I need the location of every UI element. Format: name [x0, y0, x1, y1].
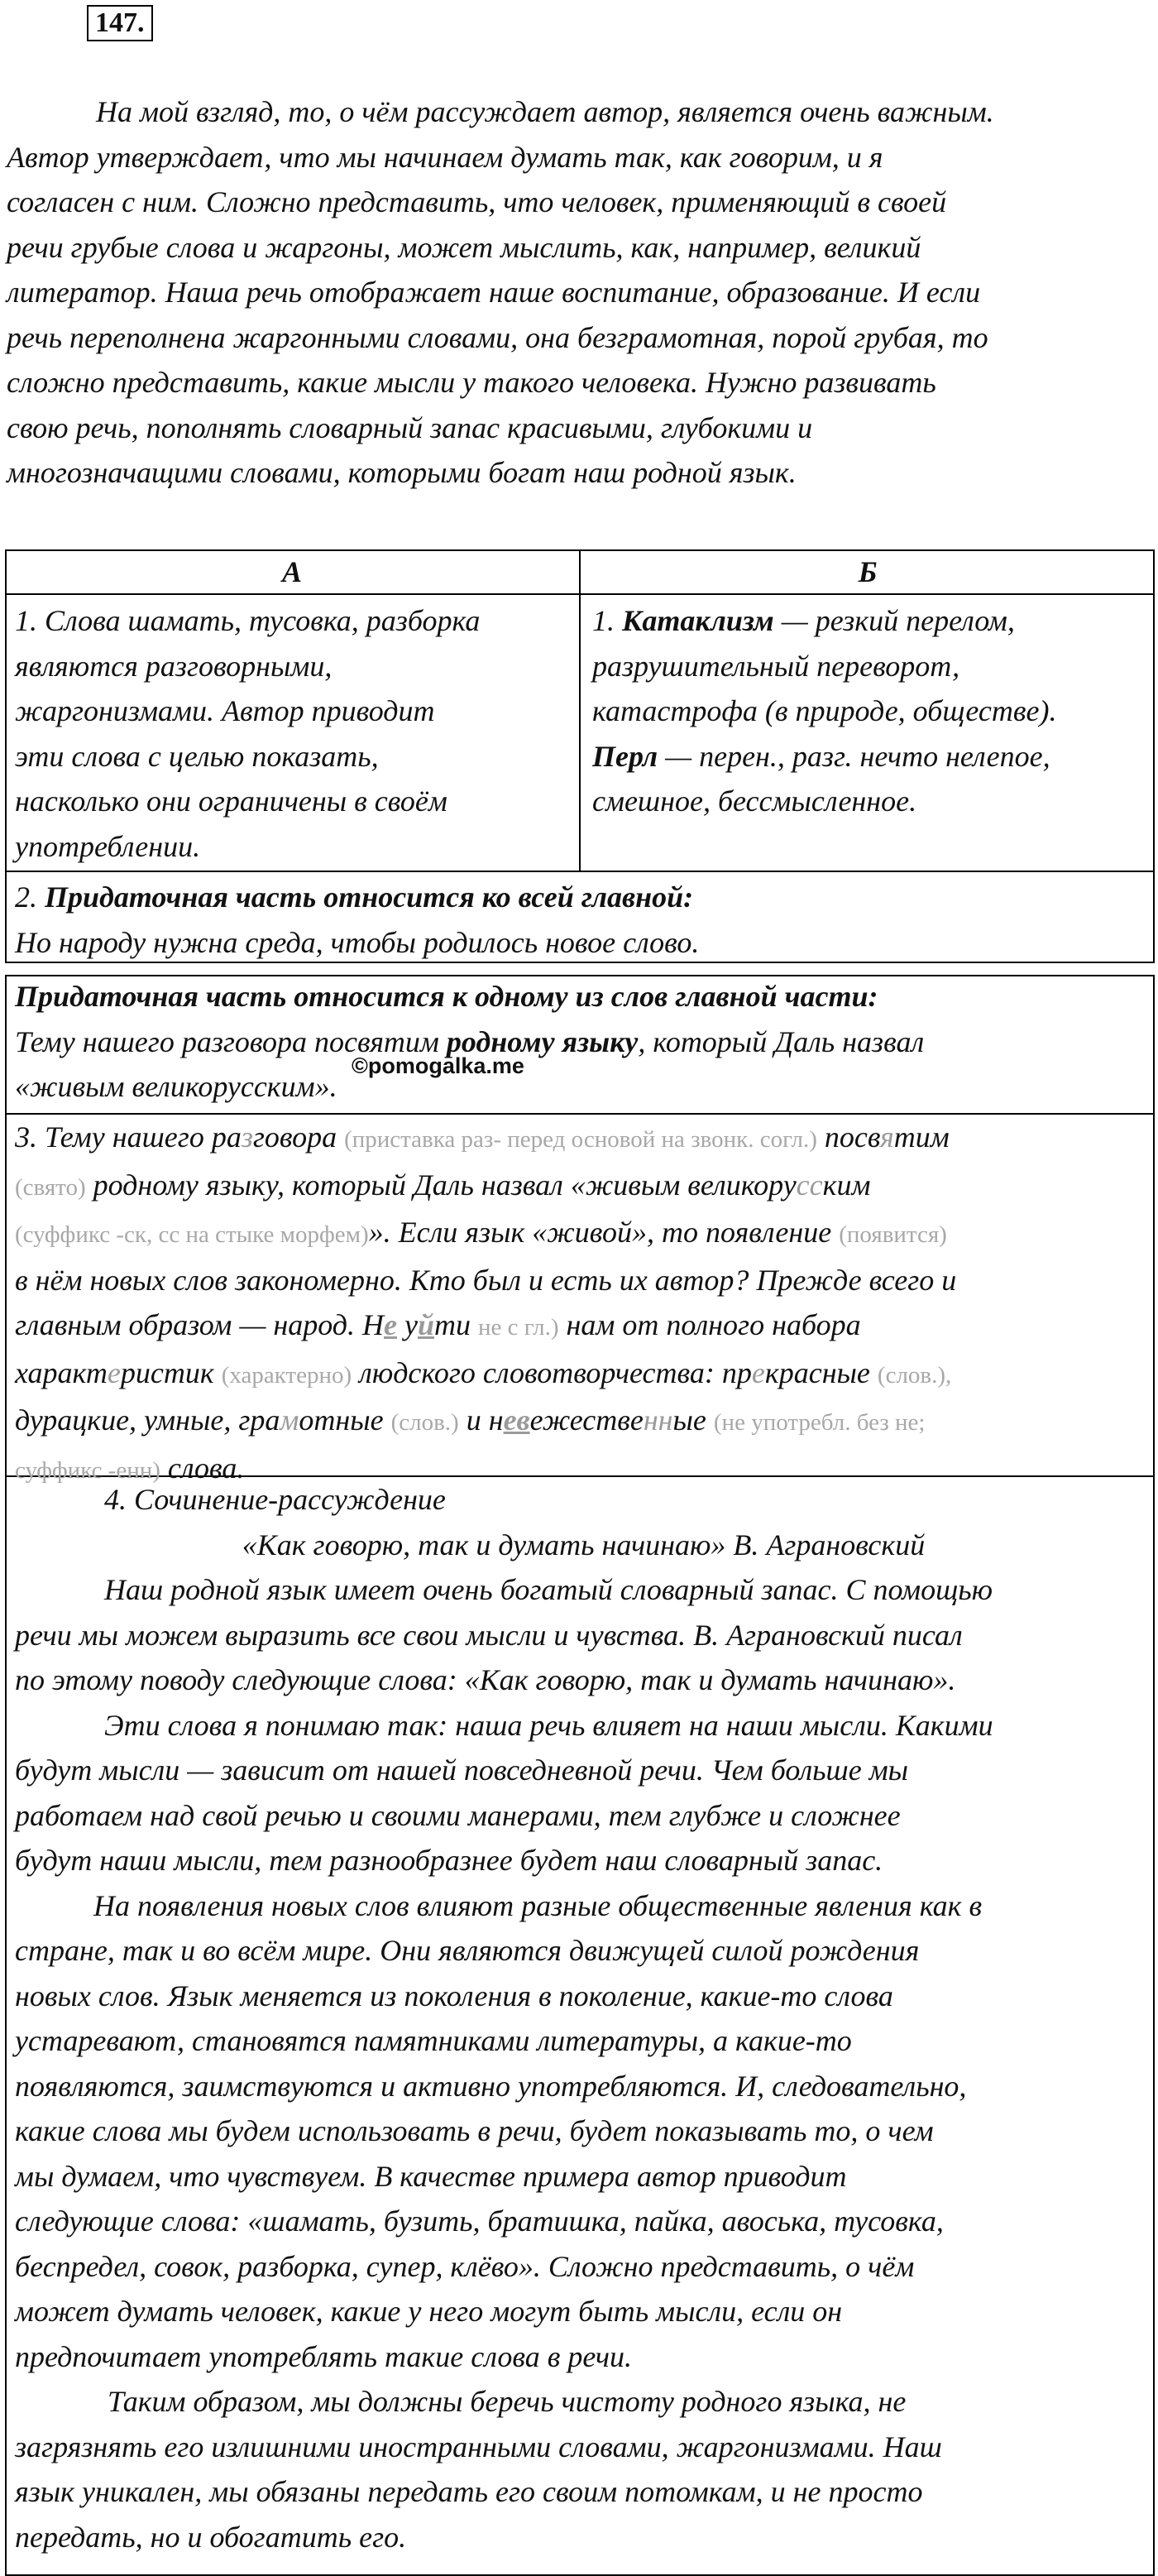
subordinate-line: «живым великорусским». — [15, 1070, 337, 1103]
essay-line: беспредел, совок, разборка, супер, клёво». Сложно представить, о чём — [15, 2249, 915, 2283]
cell-a-line: 1. Слова шамать, тусовка, разборка — [15, 604, 481, 637]
essay-line: Таким образом, мы должны беречь чистоту родного языка, не — [108, 2385, 907, 2418]
subordinate-clause-section — [15, 974, 1148, 1110]
essay-line: какие слова мы будем использовать в речи, будет показывать то, о чем — [15, 2114, 934, 2147]
essay-line: может думать человек, какие у него могут быть мысли, если он — [15, 2295, 843, 2328]
section-3-line: 3. Тему нашего разговора (приставка раз- перед основой на звонк. согл.) посвятим — [15, 1120, 950, 1154]
column-a-header: А — [281, 555, 302, 588]
cell-a-line: жаргонизмами. Автор приводит — [15, 694, 435, 727]
intro-line: литератор. Наша речь отображает наше воспитание, образование. И если — [7, 276, 981, 309]
cell-b-line: катастрофа (в природе, обществе). — [592, 694, 1057, 727]
table-row-divider — [5, 871, 1155, 872]
intro-line: Автор утверждает, что мы начинаем думать так, как говорим, и я — [7, 140, 883, 174]
intro-line: многозначащими словами, которыми богат наш родной язык. — [7, 456, 797, 489]
term-kataklizm: Катаклизм — [622, 604, 774, 637]
essay-line: работаем над свой речью и своими манерами, тем глубже и сложнее — [15, 1798, 901, 1832]
essay-line: предпочитает употреблять такие слова в речи. — [15, 2339, 633, 2373]
section-3-line: суффикс -енн) слова. — [15, 1451, 245, 1485]
section-3-line: (суффикс -ск, сс на стыке морфем)». Если язык «живой», то появление (появится) — [15, 1216, 947, 1249]
cell-b — [592, 598, 1151, 824]
cell-b-line: Перл — перен., разг. нечто нелепое, — [592, 739, 1050, 773]
essay-line: стране, так и во всём мире. Они являются движущей силой рождения — [15, 1934, 920, 1967]
cell-b-line: 1. Катаклизм — резкий перелом, — [592, 604, 1015, 637]
essay-line: Наш родной язык имеет очень богатый словарный запас. С помощью — [104, 1573, 993, 1606]
essay-line: На появления новых слов влияют разные общественные явления как в — [93, 1888, 983, 1922]
essay-line: язык уникален, мы обязаны передать его своим потомкам, и не просто — [15, 2475, 923, 2508]
essay-line: новых слов. Язык меняется из поколения в поколение, какие-то слова — [15, 1979, 893, 2012]
cell-a — [15, 598, 573, 869]
section-2 — [15, 875, 1148, 965]
section-2-heading: 2. Придаточная часть относится ко всей главной: — [15, 880, 694, 914]
essay-line: загрязнять его излишними иностранными словами, жаргонизмами. Наш — [15, 2430, 942, 2463]
cell-a-line: употреблении. — [15, 829, 201, 863]
essay-line: передать, но и обогатить его. — [15, 2520, 407, 2554]
table-column-divider — [579, 549, 581, 871]
intro-line: речи грубые слова и жаргоны, может мыслить, как, например, великий — [7, 230, 921, 264]
cell-a-line: насколько они ограничены в своём — [15, 784, 447, 818]
essay-line: будут мысли — зависит от нашей повседневной речи. Чем больше мы — [15, 1753, 909, 1787]
cell-b-line: смешное, бессмысленное. — [592, 784, 917, 818]
cell-a-line: являются разговорными, — [15, 649, 333, 683]
section-3-line: дурацкие, умные, грамотные (слов.) и невежественные (не употребл. без не; — [15, 1403, 926, 1437]
section-3 — [15, 1115, 1152, 1493]
essay-line: будут наши мысли, тем разнообразнее будет наш словарный запас. — [15, 1844, 883, 1877]
intro-paragraph — [7, 89, 1152, 496]
column-b-header: Б — [858, 555, 878, 588]
essay-line: следующие слова: «шамать, бузить, братишка, пайка, авоська, тусовка, — [15, 2204, 944, 2238]
watermark: ©pomogalka.me — [352, 1053, 524, 1078]
section-3-line: главным образом — народ. Не уйти не с гл.) нам от полного набора — [15, 1308, 861, 1341]
term-perl: Перл — [592, 739, 658, 773]
essay-line: появляются, заимствуются и активно употребляются. И, следовательно, — [15, 2069, 967, 2103]
subordinate-heading: Придаточная часть относится к одному из слов главной части: — [15, 980, 878, 1013]
intro-line: свою речь, пополнять словарный запас красивыми, глубокими и — [7, 410, 813, 444]
section-3-line: в нём новых слов закономерно. Кто был и есть их автор? Прежде всего и — [15, 1263, 957, 1297]
essay-title: «Как говорю, так и думать начинаю» В. Аграновский — [242, 1528, 926, 1561]
cell-b-line: разрушительный переворот, — [592, 649, 960, 683]
essay-line: устаревают, становятся памятниками литературы, а какие-то — [15, 2024, 852, 2057]
essay-line: мы думаем, что чувствуем. В качестве примера автор приводит — [15, 2159, 847, 2193]
section-2-sentence: Но народу нужна среда, чтобы родилось новое слово. — [15, 925, 700, 959]
essay-line: речи мы можем выразить все свои мысли и чувства. В. Аграновский писал — [15, 1618, 963, 1652]
section-3-line: характеристик (характерно) людского словотворчества: прекрасные (слов.), — [15, 1355, 952, 1389]
section-3-line: (свято) родному языку, который Даль назвал «живым великорусским — [15, 1168, 871, 1202]
subordinate-line: Тему нашего разговора посвятим родному языку, который Даль назвал — [15, 1024, 925, 1058]
intro-line: согласен с ним. Сложно представить, что человек, применяющий в своей — [7, 185, 947, 218]
essay-label: 4. Сочинение-рассуждение — [104, 1483, 446, 1516]
intro-line: речь переполнена жаргонными словами, она безграмотная, порой грубая, то — [7, 320, 988, 354]
intro-line: сложно представить, какие мысли у такого человека. Нужно развивать — [7, 366, 936, 399]
cell-a-line: эти слова с целью показать, — [15, 739, 379, 773]
essay — [15, 1477, 1152, 2559]
exercise-number: 147. — [87, 5, 153, 41]
essay-line: Эти слова я понимаю так: наша речь влияет на наши мысли. Какими — [104, 1708, 993, 1742]
essay-line: по этому поводу следующие слова: «Как говорю, так и думать начинаю». — [15, 1663, 956, 1696]
intro-line: На мой взгляд, то, о чём рассуждает автор, является очень важным. — [96, 95, 994, 128]
